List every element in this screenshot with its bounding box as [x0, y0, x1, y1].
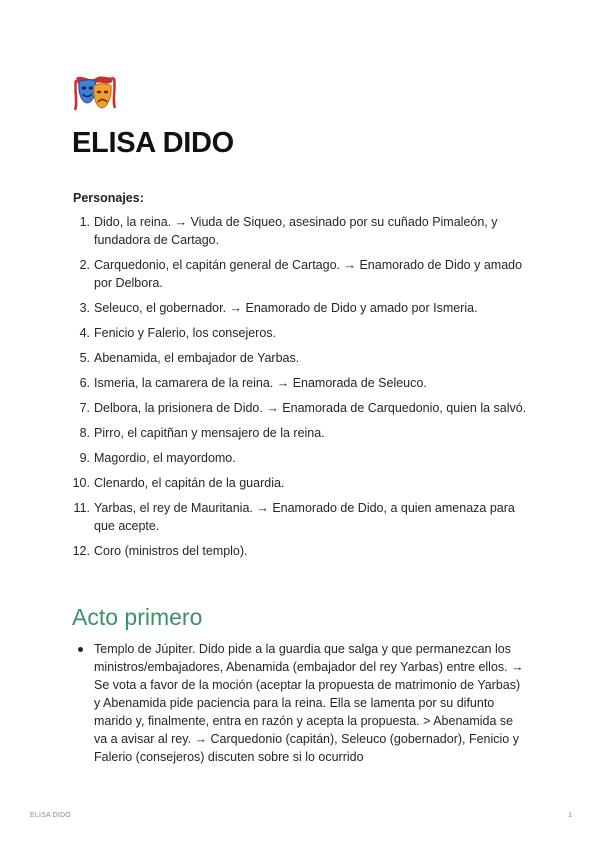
list-number: 10.	[72, 476, 90, 490]
character-item	[72, 449, 528, 467]
character-item	[72, 299, 528, 317]
list-number: 3.	[79, 301, 90, 315]
act-summary-list	[72, 640, 528, 766]
list-number: 11.	[73, 501, 90, 515]
character-item	[72, 324, 528, 342]
character-item	[72, 349, 528, 367]
list-number: 2.	[79, 258, 90, 272]
list-number: 7.	[79, 401, 90, 415]
character-item	[72, 542, 528, 560]
characters-list	[72, 213, 528, 567]
list-number: 1.	[79, 215, 90, 229]
character-text: Dido, la reina. → Viuda de Siqueo, asesinado por su cuñado Pimaleón, y fundadora de Cartago.	[94, 215, 498, 247]
footer-title: ELISA DIDO	[30, 812, 71, 819]
list-number: 4.	[79, 326, 90, 340]
character-text: Magordio, el mayordomo.	[94, 451, 236, 465]
list-number: 9.	[79, 451, 90, 465]
character-text: Coro (ministros del templo).	[94, 544, 248, 558]
act-summary-text: Templo de Júpiter. Dido pide a la guardia que salga y que permanezcan los ministros/embajadores, Abenamida (embajador del rey Yarbas) entre ellos. → Se vota a favor de la moción (aceptar la propuesta de matrimonio de Yarbas) y Abenamida pide paciencia para la reina. Ella se lamenta por su difunto marido y, finalmente, entra en razón y acepta la propuesta. > Abenamida se va a avisar al rey. → Carquedonio (capitán), Seleuco (gobernador), Fenicio y Falerio (consejeros) discuten sobre si lo ocurrido	[94, 642, 524, 764]
footer-page-number: 1	[568, 812, 572, 819]
character-item	[72, 474, 528, 492]
character-item	[72, 374, 528, 392]
list-number: 6.	[79, 376, 90, 390]
character-text: Yarbas, el rey de Mauritania. → Enamorado de Dido, a quien amenaza para que acepte.	[94, 501, 515, 533]
character-text: Clenardo, el capitán de la guardia.	[94, 476, 285, 490]
character-text: Carquedonio, el capitán general de Cartago. → Enamorado de Dido y amado por Delbora.	[94, 258, 523, 290]
page-title: ELISA DIDO	[72, 127, 234, 159]
character-item	[72, 256, 528, 292]
character-text: Delbora, la prisionera de Dido. → Enamorada de Carquedonio, quien la salvó.	[94, 401, 527, 415]
list-number: 12.	[72, 544, 90, 558]
character-item	[72, 213, 528, 249]
act-summary-item	[72, 640, 528, 766]
act-heading: Acto primero	[72, 604, 203, 630]
character-text: Ismeria, la camarera de la reina. → Enamorada de Seleuco.	[94, 376, 427, 390]
bullet-icon	[78, 647, 83, 652]
character-text: Fenicio y Falerio, los consejeros.	[94, 326, 277, 340]
character-text: Seleuco, el gobernador. → Enamorado de Dido y amado por Ismeria.	[94, 301, 478, 315]
list-number: 5.	[79, 351, 90, 365]
list-number: 8.	[79, 426, 90, 440]
character-text: Abenamida, el embajador de Yarbas.	[94, 351, 300, 365]
character-text: Pirro, el capitñan y mensajero de la reina.	[94, 426, 325, 440]
character-item	[72, 424, 528, 442]
characters-label: Personajes:	[73, 191, 144, 205]
character-item	[72, 399, 528, 417]
theater-masks-icon	[72, 72, 118, 114]
character-item	[72, 499, 528, 535]
